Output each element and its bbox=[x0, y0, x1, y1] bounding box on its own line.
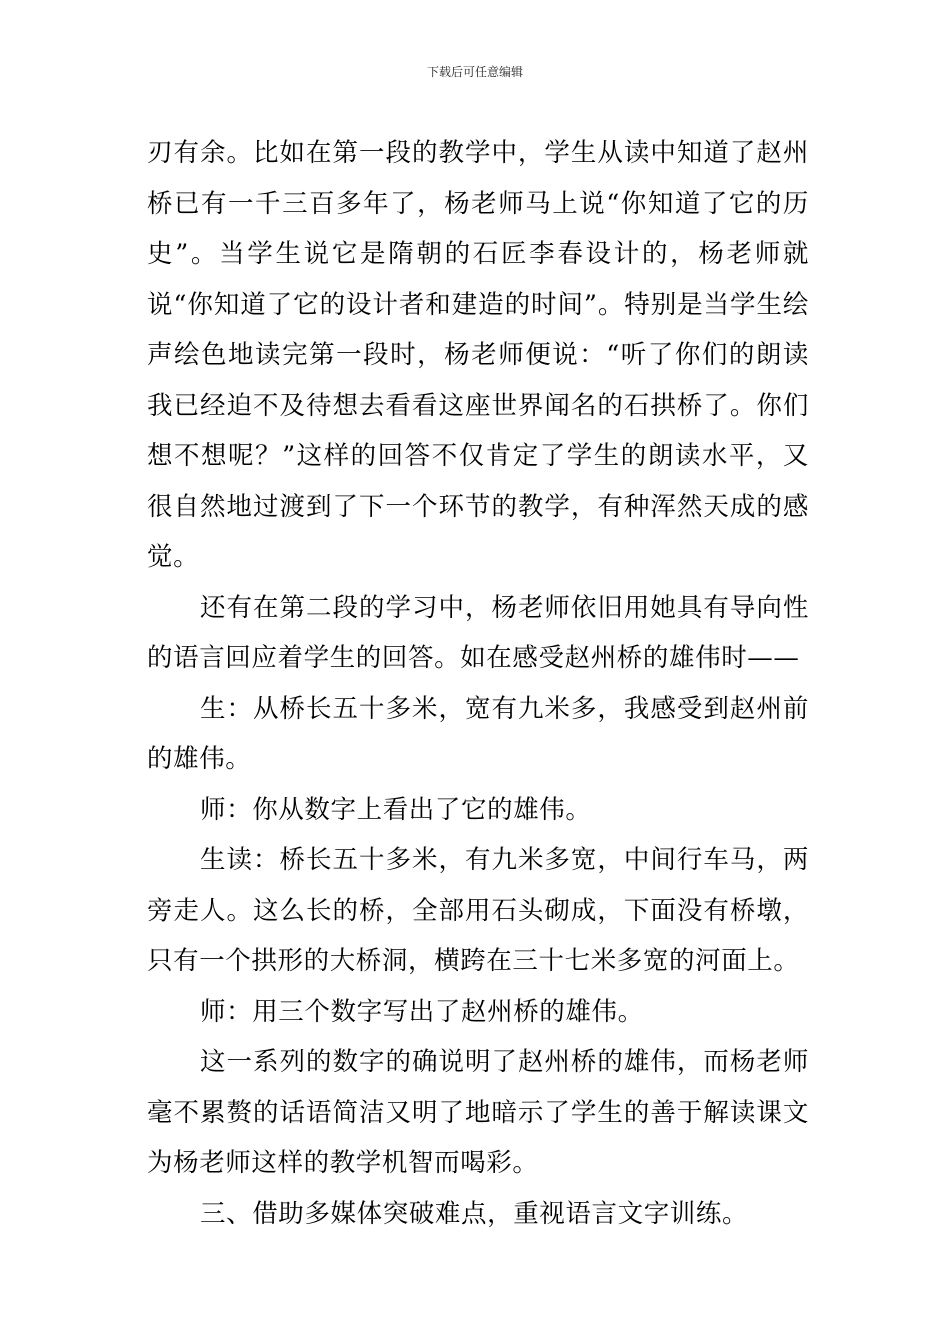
paragraph: 生：从桥长五十多米，宽有九米多，我感受到赵州前的雄伟。 bbox=[147, 693, 809, 774]
paragraph: 刃有余。比如在第一段的教学中，学生从读中知道了赵州桥已有一千三百多年了，杨老师马上说“你知道了它的历史”。当学生说它是隋朝的石匠李春设计的，杨老师就说“你知道了它的设计者和建造的时间”。特别是当学生绘声绘色地读完第一段时，杨老师便说：“听了你们的朗读我已经迫不及待想去看看这座世界闻名的石拱桥了。你们想不想呢？”这样的回答不仅肯定了学生的朗读水平，又很自然地过渡到了下一个环节的教学，有种浑然天成的感觉。 bbox=[147, 138, 809, 572]
paragraph: 生读：桥长五十多米，有九米多宽，中间行车马，两旁走人。这么长的桥，全部用石头砌成，下面没有桥墩，只有一个拱形的大桥洞，横跨在三十七米多宽的河面上。 bbox=[147, 845, 809, 976]
paragraph: 师：你从数字上看出了它的雄伟。 bbox=[200, 794, 592, 825]
section-heading: 三、借助多媒体突破难点，重视语言文字训练。 bbox=[200, 1198, 749, 1229]
paragraph: 还有在第二段的学习中，杨老师依旧用她具有导向性的语言回应着学生的回答。如在感受赵州桥的雄伟时—— bbox=[147, 592, 809, 673]
document-body bbox=[147, 128, 809, 1239]
page-header: 下载后可任意编辑 bbox=[426, 65, 523, 79]
paragraph: 师：用三个数字写出了赵州桥的雄伟。 bbox=[200, 996, 644, 1027]
paragraph: 这一系列的数字的确说明了赵州桥的雄伟，而杨老师毫不累赘的话语简洁又明了地暗示了学生的善于解读课文为杨老师这样的教学机智而喝彩。 bbox=[147, 1047, 809, 1178]
